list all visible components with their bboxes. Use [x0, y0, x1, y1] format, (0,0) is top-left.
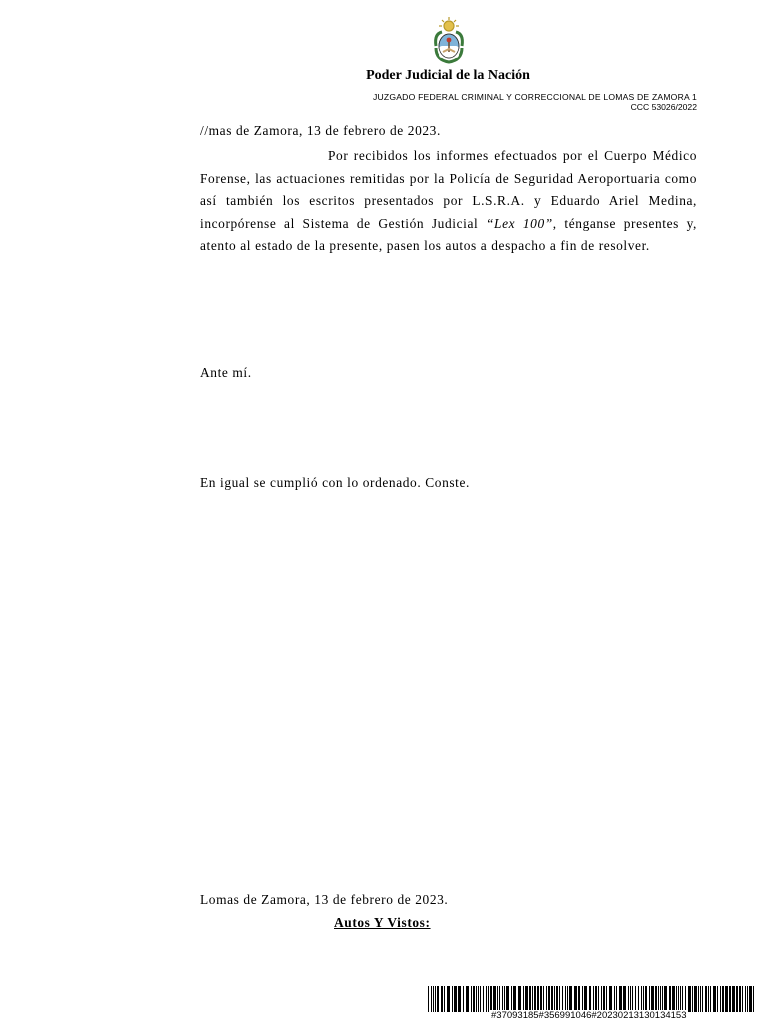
cumplio-line: En igual se cumplió con lo ordenado. Conste.: [200, 475, 470, 490]
barcode-bar: [486, 986, 487, 1012]
barcode-bar: [692, 986, 693, 1012]
barcode-bar: [463, 986, 464, 1012]
barcode-bar: [444, 986, 445, 1012]
barcode-bar: [698, 986, 699, 1012]
barcode-bar: [428, 986, 429, 1012]
barcode-bar: [598, 986, 599, 1012]
barcode-bar: [676, 986, 677, 1012]
barcode-bar: [638, 986, 639, 1012]
barcode-bar: [682, 986, 683, 1012]
barcode-bar: [565, 986, 566, 1012]
barcode-bar: [476, 986, 477, 1012]
barcode-bar: [628, 986, 629, 1012]
barcode-bar: [672, 986, 675, 1012]
barcode-bar: [518, 986, 521, 1012]
barcode-bar: [745, 986, 746, 1012]
barcode-bar: [601, 986, 602, 1012]
barcode-bar: [546, 986, 547, 1012]
paragraph-text-1: Por recibidos los informes efectuados por el Cuerpo Médico Forense, las actuaciones remitidas por la Policía de Seguridad Aeroportuaria como así también los escritos presentados por L.S.R.A. y Eduardo Ariel Medina, incorpórense al Sistema de Gestión Judicial: [200, 148, 697, 231]
barcode-bar: [493, 986, 496, 1012]
paragraph-text-2: , ténganse presentes y, atento al estado de la presente, pasen los autos a despacho a fin de resolver.: [200, 215, 698, 254]
barcode-bar: [645, 986, 647, 1012]
barcode-bar: [736, 986, 738, 1012]
barcode-bar: [543, 986, 544, 1012]
barcode-bar: [435, 986, 436, 1012]
barcode-bar: [595, 986, 597, 1012]
barcode-bar: [609, 986, 612, 1012]
autos-y-vistos-heading: Autos Y Vistos:: [334, 915, 431, 930]
barcode-bar: [499, 986, 500, 1012]
barcode-bar: [749, 986, 752, 1012]
barcode-bar: [437, 986, 439, 1012]
barcode-bar: [551, 986, 553, 1012]
barcode-bar: [702, 986, 703, 1012]
barcode-bar: [562, 986, 563, 1012]
barcode-bar: [548, 986, 550, 1012]
barcode-bar: [708, 986, 709, 1012]
barcode-bar: [664, 986, 667, 1012]
ante-mi-line: Ante mí.: [200, 365, 252, 380]
barcode-bar: [694, 986, 697, 1012]
barcode-bar: [431, 986, 432, 1012]
barcode-bar: [606, 986, 607, 1012]
barcode-bar: [747, 986, 748, 1012]
barcode-bar: [678, 986, 679, 1012]
barcode-bar: [662, 986, 663, 1012]
barcode-bar: [722, 986, 724, 1012]
barcode-bar: [739, 986, 741, 1012]
date-line: //mas de Zamora, 13 de febrero de 2023.: [200, 123, 441, 138]
barcode-bar: [458, 986, 461, 1012]
barcode-bar: [688, 986, 691, 1012]
lomas-date-line: Lomas de Zamora, 13 de febrero de 2023.: [200, 892, 449, 907]
barcode-bar: [578, 986, 580, 1012]
barcode-bar: [490, 986, 492, 1012]
barcode-bar: [729, 986, 731, 1012]
barcode-bar: [567, 986, 568, 1012]
barcode-bar: [720, 986, 721, 1012]
barcode-bar: [466, 986, 469, 1012]
barcode-bar: [529, 986, 531, 1012]
barcode-bar: [488, 986, 489, 1012]
barcode-bar: [556, 986, 558, 1012]
barcode-bar: [513, 986, 516, 1012]
barcode-bar: [660, 986, 661, 1012]
barcode-bar: [632, 986, 633, 1012]
system-name: “Lex 100”: [486, 215, 553, 231]
barcode-bar: [753, 986, 754, 1012]
barcode-bar: [630, 986, 631, 1012]
barcode-bar: [705, 986, 707, 1012]
barcode-bar: [623, 986, 626, 1012]
barcode-bar: [619, 986, 622, 1012]
barcode-bar: [452, 986, 453, 1012]
barcode-bar: [658, 986, 659, 1012]
case-number: CCC 53026/2022: [630, 102, 697, 112]
barcode-bar: [685, 986, 686, 1012]
barcode-bar: [454, 986, 457, 1012]
main-paragraph: [200, 145, 697, 258]
barcode-bar: [589, 986, 591, 1012]
barcode-bar: [717, 986, 718, 1012]
barcode: [428, 986, 758, 1022]
barcode-bar: [569, 986, 572, 1012]
barcode-bar: [700, 986, 701, 1012]
barcode-bar: [655, 986, 657, 1012]
barcode-bar: [593, 986, 594, 1012]
barcode-bar: [433, 986, 434, 1012]
barcode-bar: [534, 986, 536, 1012]
barcode-bar: [540, 986, 542, 1012]
barcode-bar: [582, 986, 583, 1012]
barcode-bar: [574, 986, 577, 1012]
barcode-bar: [616, 986, 617, 1012]
barcode-bar: [584, 986, 587, 1012]
court-name: Poder Judicial de la Nación: [366, 68, 530, 83]
barcode-bar: [710, 986, 711, 1012]
barcode-bar: [523, 986, 524, 1012]
barcode-bar: [559, 986, 560, 1012]
barcode-bar: [742, 986, 743, 1012]
barcode-bar: [506, 986, 509, 1012]
barcode-number: #37093185#356991046#20230213130134153: [491, 1010, 687, 1021]
barcode-bar: [473, 986, 475, 1012]
barcode-bar: [680, 986, 681, 1012]
barcode-bar: [471, 986, 472, 1012]
barcode-bar: [725, 986, 728, 1012]
barcode-bar: [614, 986, 615, 1012]
barcode-bar: [480, 986, 481, 1012]
court-office: JUZGADO FEDERAL CRIMINAL Y CORRECCIONAL DE LOMAS DE ZAMORA 1: [373, 92, 697, 102]
barcode-bar: [713, 986, 716, 1012]
barcode-bar: [603, 986, 605, 1012]
barcode-bar: [649, 986, 650, 1012]
barcode-bar: [537, 986, 539, 1012]
barcode-bar: [504, 986, 505, 1012]
coat-of-arms-seal: [430, 16, 468, 64]
barcode-bar: [732, 986, 735, 1012]
barcode-bar: [532, 986, 533, 1012]
barcode-bar: [669, 986, 671, 1012]
barcode-bar: [525, 986, 528, 1012]
barcode-bar: [447, 986, 450, 1012]
barcode-bar: [502, 986, 503, 1012]
barcode-bar: [441, 986, 443, 1012]
barcode-bar: [641, 986, 642, 1012]
barcode-bars: [428, 986, 758, 1012]
barcode-bar: [478, 986, 479, 1012]
barcode-bar: [511, 986, 512, 1012]
barcode-bar: [643, 986, 644, 1012]
barcode-bar: [497, 986, 498, 1012]
barcode-bar: [554, 986, 555, 1012]
barcode-bar: [635, 986, 636, 1012]
barcode-bar: [483, 986, 484, 1012]
barcode-bar: [651, 986, 654, 1012]
